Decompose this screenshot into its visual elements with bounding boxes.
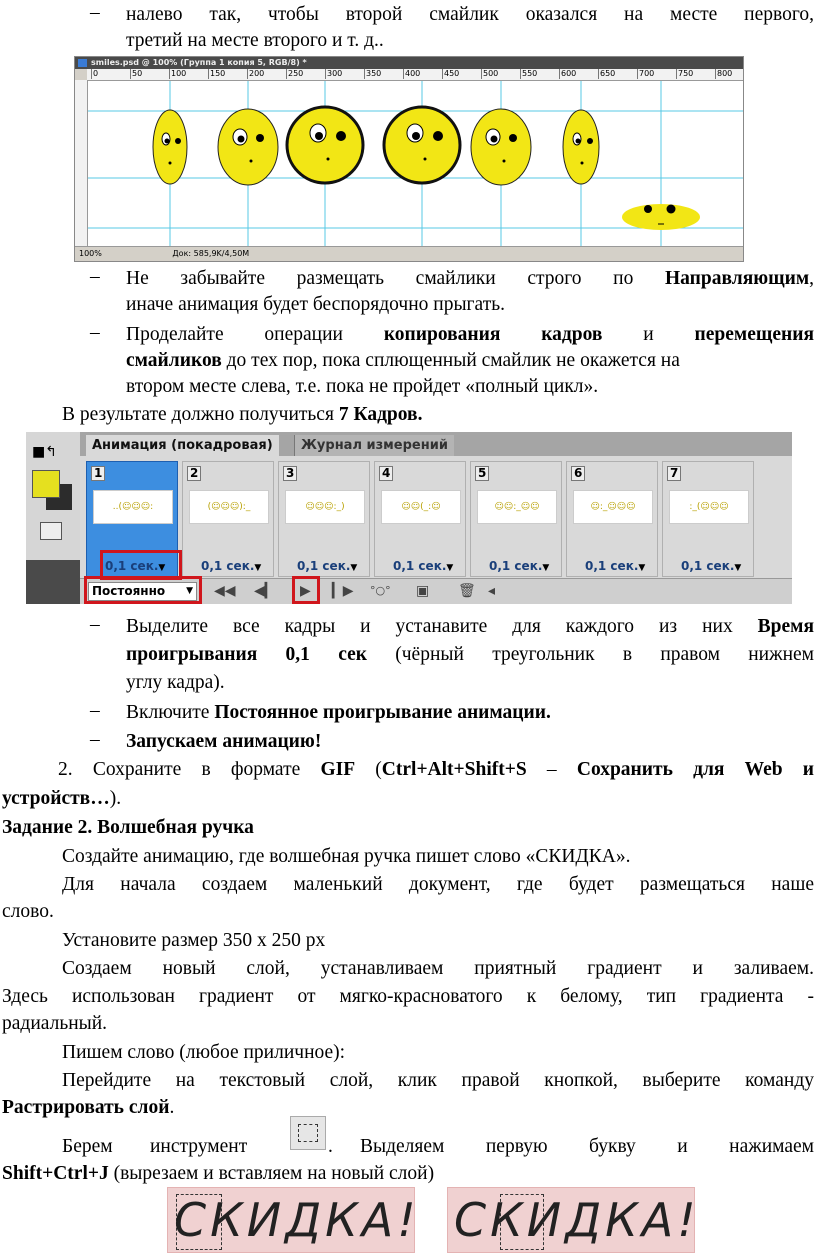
vertical-ruler (75, 80, 88, 247)
paragraph-text: Выделяем первую букву и нажимаем (360, 1136, 814, 1157)
ruler-tick-label: 350 (366, 69, 382, 78)
paragraph-line: 2. Сохраните в формате GIF (Ctrl+Alt+Shift+S – Сохранить для Web и (58, 759, 814, 780)
quick-mask-icon[interactable] (40, 522, 62, 540)
smiley-7-flat (622, 204, 700, 230)
skidka-word: СКИДКА! (174, 1193, 420, 1247)
highlight-play (292, 576, 320, 604)
paragraph-line: Создайте анимацию, где волшебная ручка пишет слово «СКИДКА». (62, 846, 631, 867)
animation-frame[interactable] (662, 461, 754, 577)
scroll-left-icon[interactable]: ◂ (488, 583, 496, 599)
doc-info: Док: 585,9K/4,50M (172, 249, 250, 258)
paragraph-line: устройств…). (2, 788, 122, 809)
paragraph-line: Не забывайте размещать смайлики строго по Направляющим, (126, 268, 814, 289)
tab-animation[interactable]: Анимация (покадровая) (86, 435, 279, 456)
smiley-2 (218, 109, 278, 185)
paragraph-line: Shift+Ctrl+J (вырезаем и вставляем на новый слой) (2, 1163, 435, 1184)
smiley-1 (153, 110, 187, 184)
tools-column (26, 432, 81, 604)
ruler-tick-label: 800 (717, 69, 733, 78)
list-dash: – (90, 266, 100, 287)
frame-thumbnail: ☺☺☺:_) (285, 490, 365, 524)
paragraph-line: Создаем новый слой, устанавливаем приятный градиент и заливаем. (62, 958, 814, 979)
dropdown-triangle-icon[interactable]: ▼ (158, 563, 166, 573)
paragraph-line: смайликов до тех пор, пока сплющенный смайлик не окажется на (126, 350, 680, 371)
dropdown-triangle-icon[interactable]: ▼ (350, 563, 358, 573)
result-line: В результате должно получиться 7 Кадров. (62, 404, 423, 425)
paragraph-line: Проделайте операции копирования кадров и перемещения (126, 324, 815, 345)
ruler-tick-label: 450 (444, 69, 460, 78)
play-icon[interactable]: ▶ (300, 583, 311, 599)
frame-thumbnail: ☺☺:_☺☺ (477, 490, 557, 524)
highlight-loop (84, 576, 202, 604)
previous-frame-icon[interactable]: ◀▎ (254, 583, 276, 599)
ruler-tick-label: 300 (327, 69, 343, 78)
paragraph-line: Пишем слово (любое приличное): (62, 1042, 346, 1063)
frame-delay[interactable]: 0,1 сек.▼ (489, 559, 550, 573)
frame-thumbnail: ☺:_☺☺☺ (573, 490, 653, 524)
paragraph-line: слово. (2, 901, 54, 922)
animation-frame[interactable] (566, 461, 658, 577)
frame-number: 4 (379, 466, 393, 481)
frame-delay[interactable]: 0,1 сек.▼ (297, 559, 358, 573)
paragraph-line: Установите размер 350 x 250 px (62, 930, 326, 951)
ps-icon (78, 59, 87, 67)
list-dash: – (90, 614, 100, 635)
horizontal-ruler (87, 69, 743, 81)
dropdown-triangle-icon[interactable]: ▼ (542, 563, 550, 573)
smiley-6 (563, 110, 599, 184)
paragraph-line: Для начала создаем маленький документ, где будет размещаться наше (62, 874, 814, 895)
animation-frame[interactable] (470, 461, 562, 577)
ruler-tick-label: 250 (288, 69, 304, 78)
animation-frame[interactable] (278, 461, 370, 577)
frame-delay[interactable]: 0,1 сек.▼ (681, 559, 742, 573)
smiley-5 (471, 109, 531, 185)
frame-delay[interactable]: 0,1 сек.▼ (105, 559, 166, 573)
first-frame-icon[interactable]: ◀◀ (214, 583, 236, 599)
dropdown-triangle-icon[interactable]: ▼ (734, 563, 742, 573)
next-frame-icon[interactable]: ▎▶ (332, 583, 354, 599)
paragraph-text: Берем (62, 1136, 113, 1157)
frame-number: 3 (283, 466, 297, 481)
ruler-tick-label: 0 (93, 69, 99, 78)
photoshop-document-window (74, 56, 744, 262)
ruler-tick-label: 600 (561, 69, 577, 78)
paragraph-line: проигрывания 0,1 сек (чёрный треугольник в правом нижнем (126, 644, 814, 665)
zoom-value[interactable]: 100% (79, 249, 102, 258)
paragraph-line: налево так, чтобы второй смайлик оказался на месте первого, (126, 4, 814, 25)
document-title: smiles.psd @ 100% (Группа 1 копия 5, RGB/8) * (91, 58, 307, 67)
ruler-tick-label: 550 (522, 69, 538, 78)
paragraph-line: Запускаем анимацию! (126, 731, 322, 752)
default-colors-icon[interactable]: ■↰ (32, 444, 57, 460)
ruler-tick-label: 500 (483, 69, 499, 78)
panel-tabs (80, 432, 792, 456)
frame-thumbnail: :_(☺☺☺ (669, 490, 749, 524)
paragraph-text: . (328, 1136, 333, 1157)
paragraph-line: Здесь использован градиент от мягко-красноватого к белому, тип градиента - (2, 986, 814, 1007)
paragraph-line: иначе анимация будет беспорядочно прыгать. (126, 294, 505, 315)
ruler-tick-label: 400 (405, 69, 421, 78)
document-title-bar (75, 57, 743, 69)
frame-number: 2 (187, 466, 201, 481)
frame-number: 5 (475, 466, 489, 481)
frame-delay[interactable]: 0,1 сек.▼ (585, 559, 646, 573)
loop-select[interactable]: Постоянно ▼ (88, 582, 197, 601)
frame-thumbnail: (☺☺☺):_ (189, 490, 269, 524)
ruler-tick-label: 50 (132, 69, 143, 78)
frames-strip (80, 456, 792, 578)
trash-icon[interactable]: 🗑 (458, 583, 476, 599)
status-bar (75, 246, 743, 261)
paragraph-line: втором месте слева, т.е. пока не пройдет «полный цикл». (126, 376, 599, 397)
skidka-image-1 (167, 1187, 420, 1253)
dropdown-triangle-icon[interactable]: ▼ (254, 563, 262, 573)
list-dash: – (90, 729, 100, 750)
list-dash: – (90, 700, 100, 721)
skidka-word: СКИДКА! (454, 1193, 700, 1247)
paragraph-line: Растрировать слой. (2, 1097, 175, 1118)
marquee-tool-icon (290, 1116, 326, 1150)
paragraph-line: углу кадра). (126, 672, 225, 693)
smiley-4 (384, 107, 460, 183)
tab-measurement-log[interactable]: Журнал измерений (294, 435, 454, 456)
frame-delay[interactable]: 0,1 сек.▼ (201, 559, 262, 573)
tween-icon[interactable]: °○° (370, 584, 391, 597)
paragraph-line: Включите Постоянное проигрывание анимации. (126, 702, 551, 723)
foreground-color-swatch-front (32, 470, 60, 498)
paragraph-line: Перейдите на текстовый слой, клик правой кнопкой, выберите команду (62, 1070, 814, 1091)
panel-dark-area (26, 560, 80, 604)
ruler-tick-label: 150 (210, 69, 226, 78)
paragraph-line: третий на месте второго и т. д.. (126, 30, 384, 51)
list-dash: – (90, 2, 100, 23)
section-heading: Задание 2. Волшебная ручка (2, 817, 254, 838)
document-canvas (88, 81, 743, 247)
list-dash: – (90, 322, 100, 343)
frame-delay[interactable]: 0,1 сек.▼ (393, 559, 454, 573)
frame-number: 7 (667, 466, 681, 481)
frame-thumbnail: ☺☺(_:☺ (381, 490, 461, 524)
paragraph-line: радиальный. (2, 1013, 108, 1034)
paragraph-line: Выделите все кадры и устанавите для каждого из них Время (126, 616, 814, 637)
dropdown-triangle-icon[interactable]: ▼ (446, 563, 454, 573)
animation-frame[interactable] (182, 461, 274, 577)
ruler-tick-label: 200 (249, 69, 265, 78)
new-frame-icon[interactable]: ▣ (416, 583, 430, 599)
ruler-tick-label: 700 (639, 69, 655, 78)
animation-frame[interactable] (374, 461, 466, 577)
ruler-tick-label: 650 (600, 69, 616, 78)
frame-thumbnail: ..(☺☺☺: (93, 490, 173, 524)
frame-number: 6 (571, 466, 585, 481)
smileys-illustration (88, 81, 743, 247)
skidka-image-2 (447, 1187, 700, 1253)
paragraph-text: инструмент (150, 1136, 248, 1157)
smiley-3 (287, 107, 363, 183)
dropdown-triangle-icon[interactable]: ▼ (638, 563, 646, 573)
ruler-tick-label: 750 (678, 69, 694, 78)
frame-number: 1 (91, 466, 105, 481)
ruler-tick-label: 100 (171, 69, 187, 78)
